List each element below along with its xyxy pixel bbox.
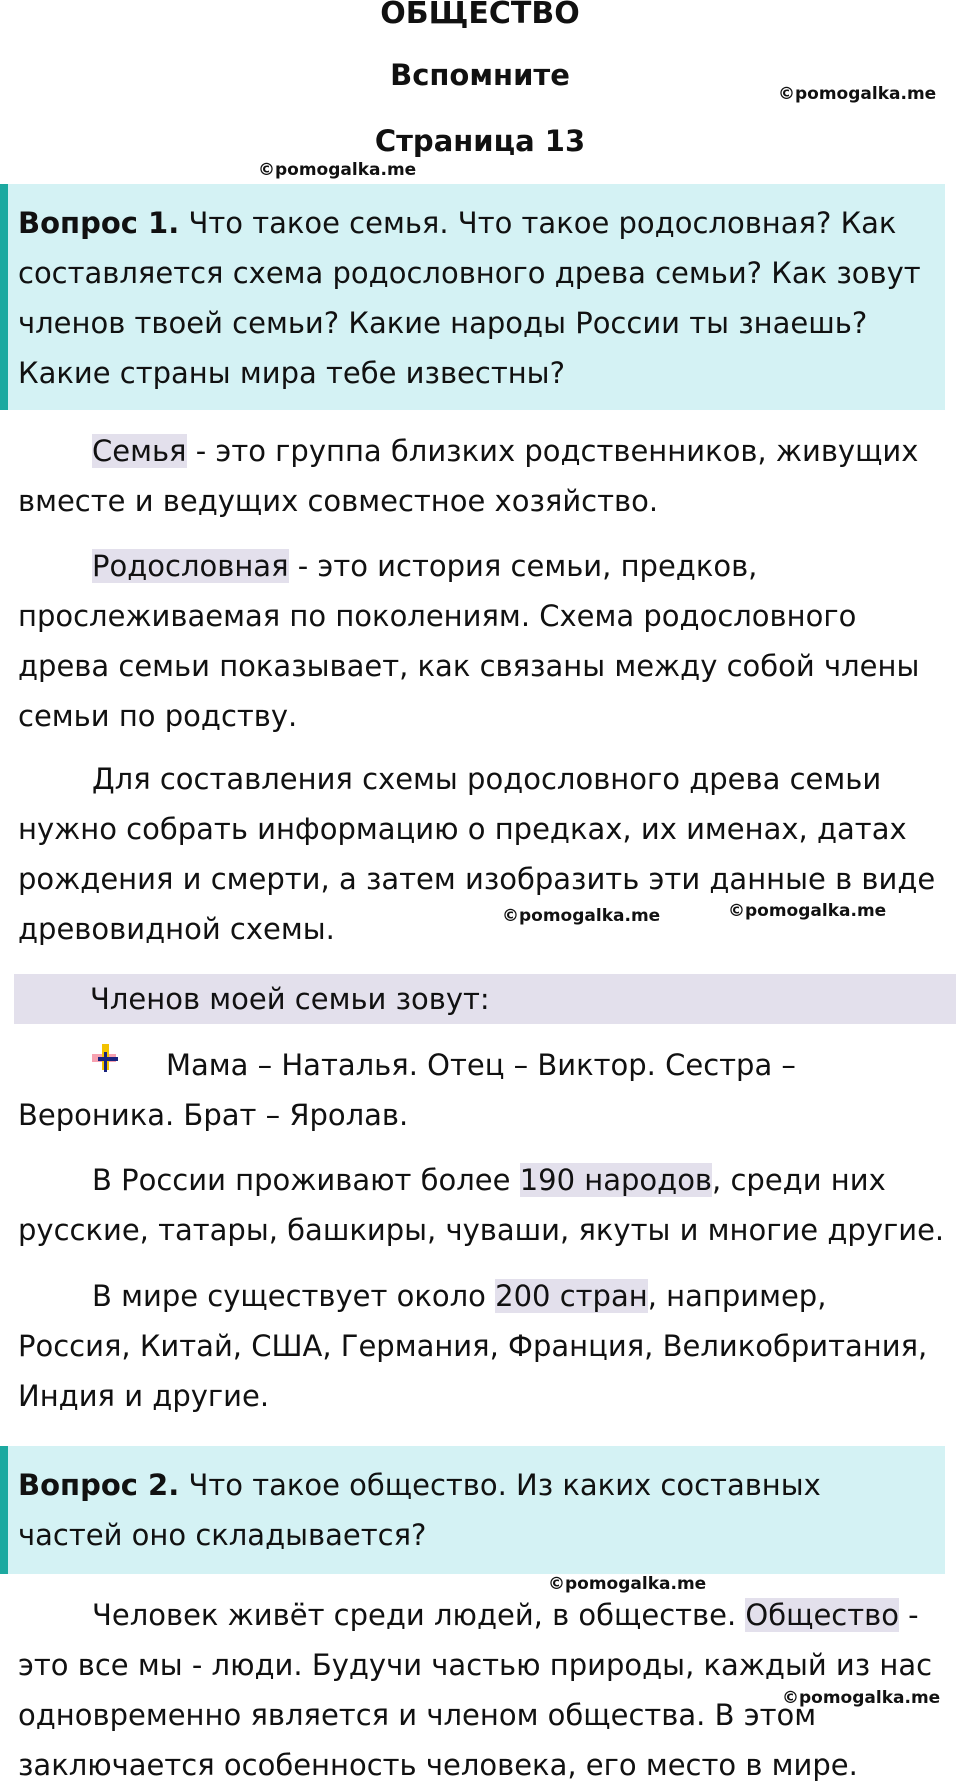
paragraph-text: В мире существует около bbox=[92, 1279, 496, 1313]
question-2-label: Вопрос 2. bbox=[18, 1468, 180, 1502]
term-highlight: Семья bbox=[92, 434, 187, 468]
paragraph-text: , например, Россия, Китай, США, Германия, Франция, Великобритания, Индия и другие. bbox=[18, 1279, 928, 1413]
paragraph-text: Человек живёт среди людей, в обществе. bbox=[92, 1598, 746, 1632]
watermark: ©pomogalka.me bbox=[778, 84, 937, 104]
term-highlight: 200 стран bbox=[495, 1279, 648, 1313]
paragraph-text: - это все мы - люди. Будучи частью природы, каждый из нас одновременно является и членом общества. В этом заключается особенность человека, его место в мире. bbox=[18, 1598, 933, 1782]
answer-paragraph bbox=[18, 426, 948, 526]
question-1-text: Что такое семья. Что такое родословная? Как составляется схема родословного древа семьи? Как зовут членов твоей семьи? Какие народы России ты знаешь? Какие страны мира тебе известны? bbox=[18, 206, 921, 390]
watermark: ©pomogalka.me bbox=[548, 1574, 707, 1594]
family-list: Мама – Наталья. Отец – Виктор. Сестра – Вероника. Брат – Яролав. bbox=[18, 1048, 796, 1132]
watermark: ©pomogalka.me bbox=[782, 1688, 941, 1708]
family-heading: Членов моей семьи зовут: bbox=[14, 974, 956, 1024]
question-2-box bbox=[0, 1446, 945, 1574]
answer-paragraph bbox=[18, 1155, 948, 1255]
page-number: Страница 13 bbox=[374, 124, 586, 158]
paragraph-text: - это группа близких родственников, живущих вместе и ведущих совместное хозяйство. bbox=[18, 434, 919, 518]
paragraph-text: В России проживают более bbox=[92, 1163, 520, 1197]
paragraph-text: , среди них русские, татары, башкиры, чуваши, якуты и многие другие. bbox=[18, 1163, 945, 1247]
answer-paragraph bbox=[18, 541, 948, 741]
page-title: ОБЩЕСТВО bbox=[380, 0, 580, 31]
answer-paragraph: Для составления схемы родословного древа семьи нужно собрать информацию о предках, их именах, датах рождения и смерти, а затем изобразить эти данные в виде древовидной схемы. bbox=[18, 762, 936, 946]
answer-paragraph bbox=[18, 1271, 948, 1421]
section-subtitle: Вспомните bbox=[390, 58, 570, 92]
question-1-box bbox=[0, 184, 945, 410]
term-highlight: Родословная bbox=[92, 549, 289, 583]
watermark: ©pomogalka.me bbox=[258, 160, 417, 180]
question-2-text: Что такое общество. Из каких составных частей оно складывается? bbox=[18, 1468, 821, 1552]
term-highlight: Общество bbox=[745, 1598, 899, 1632]
watermark: ©pomogalka.me bbox=[728, 901, 887, 921]
question-1-label: Вопрос 1. bbox=[18, 206, 180, 240]
term-highlight: 190 народов bbox=[519, 1163, 713, 1197]
paragraph-text: - это история семьи, предков, прослеживаемая по поколениям. Схема родословного древа семьи показывает, как связаны между собой члены семьи по родству. bbox=[18, 549, 920, 733]
watermark: ©pomogalka.me bbox=[502, 906, 661, 926]
